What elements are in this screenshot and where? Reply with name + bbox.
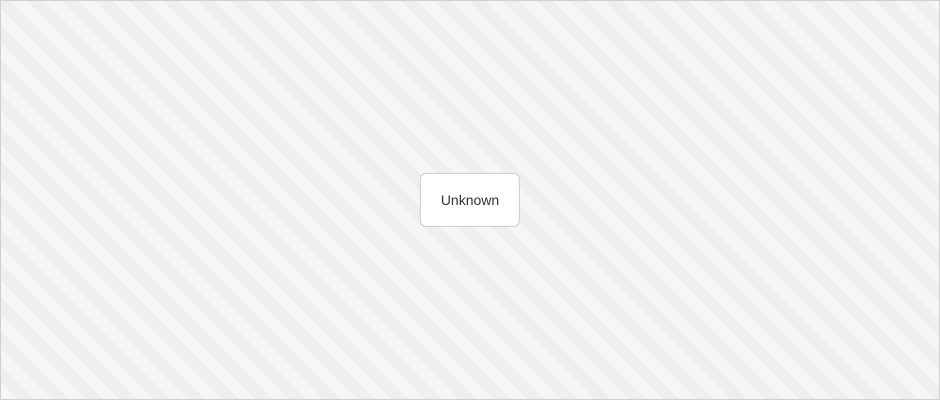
placeholder-notice: Unknown <box>420 173 520 227</box>
